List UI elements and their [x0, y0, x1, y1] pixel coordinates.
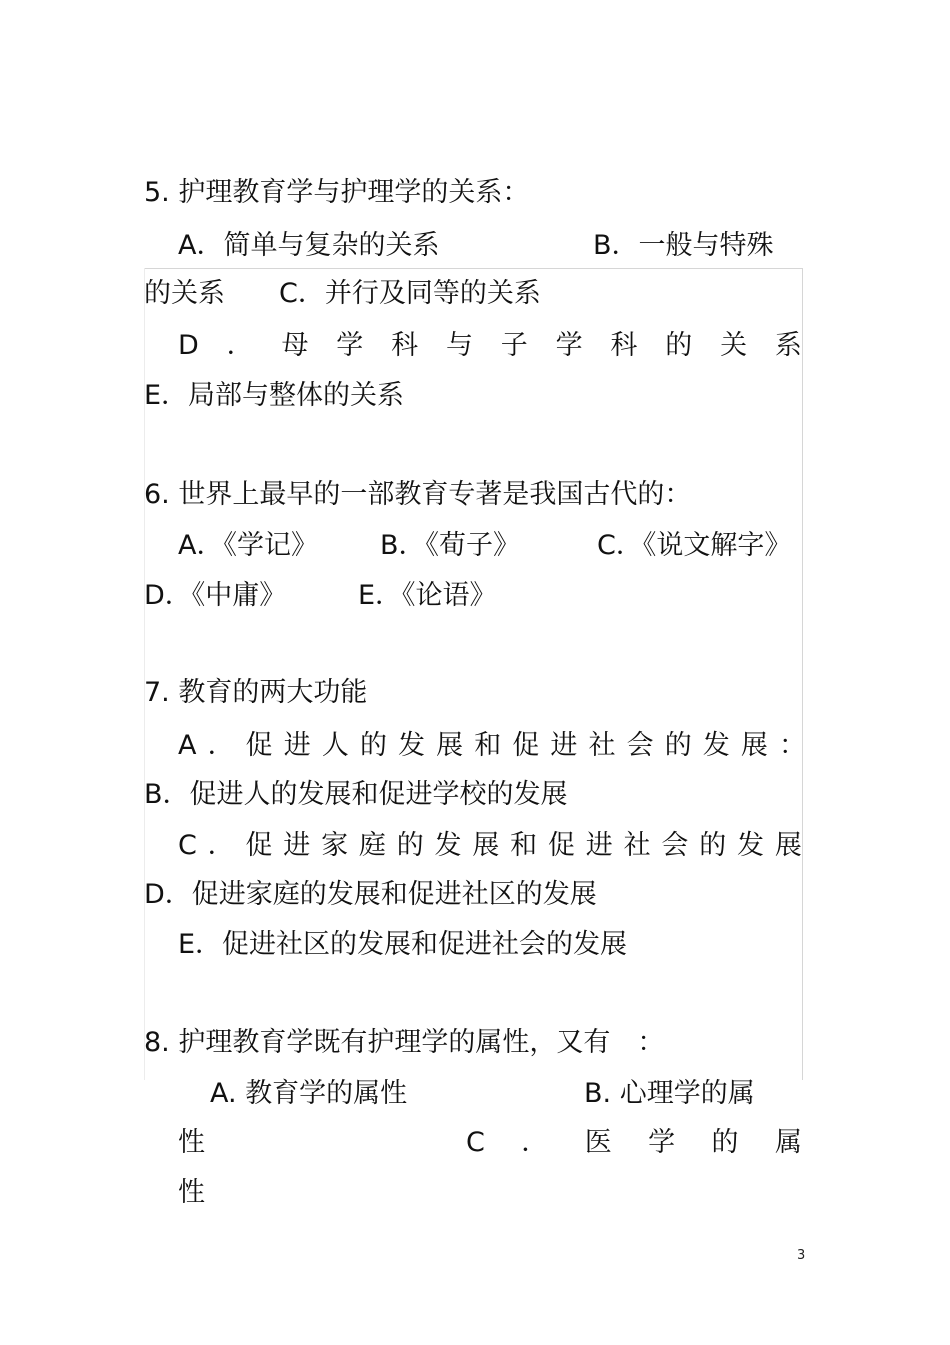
question-7-option-b: B．促进人的发展和促进学校的发展: [144, 779, 568, 810]
question-7-option-d: D．促进家庭的发展和促进社区的发展: [144, 879, 597, 910]
page-number: 3: [797, 1248, 806, 1263]
char: ．: [521, 1127, 549, 1158]
char: 进: [550, 730, 578, 761]
question-5-option-b: B．一般与特殊: [593, 230, 774, 261]
char: 社: [623, 830, 651, 861]
char: ．: [226, 330, 254, 361]
char: C: [466, 1127, 485, 1158]
char: 属: [774, 1127, 802, 1158]
char: 展: [774, 830, 802, 861]
char: 展: [472, 830, 500, 861]
question-8-option-a: A. 教育学的属性: [210, 1078, 408, 1109]
char: 发: [702, 730, 730, 761]
char: 的: [664, 730, 692, 761]
char: 学: [336, 330, 364, 361]
char: 会: [626, 730, 654, 761]
char: 的: [359, 730, 387, 761]
char: 促: [512, 730, 540, 761]
char: 进: [283, 830, 311, 861]
question-7-stem: 7. 教育的两大功能: [144, 677, 368, 708]
char: 人: [321, 730, 349, 761]
char: 的: [711, 1127, 739, 1158]
question-8-line-3: 性: [178, 1177, 205, 1208]
frame-top-line: [144, 268, 803, 269]
char: ：: [778, 730, 806, 761]
frame-right-line: [802, 268, 803, 1080]
question-8-option-c: [466, 1126, 802, 1160]
char: 促: [547, 830, 575, 861]
char: 系: [774, 330, 802, 361]
char: 的: [665, 330, 693, 361]
char: ．: [207, 730, 235, 761]
char: D: [178, 330, 199, 361]
char: 科: [391, 330, 419, 361]
char: 的: [699, 830, 727, 861]
question-6-stem: 6. 世界上最早的一部教育专著是我国古代的：: [144, 479, 692, 510]
question-7-option-c: [178, 829, 802, 863]
char: 促: [245, 730, 273, 761]
question-6-option-d: D．《中庸》: [144, 580, 287, 611]
question-6-option-e: E．《论语》: [358, 580, 497, 611]
char: 展: [740, 730, 768, 761]
char: 展: [436, 730, 464, 761]
char: 与: [445, 330, 473, 361]
char: 会: [661, 830, 689, 861]
char: 发: [434, 830, 462, 861]
question-5-option-a: A．简单与复杂的关系: [178, 230, 440, 261]
char: 科: [610, 330, 638, 361]
question-7-option-a: [178, 729, 806, 763]
char: 进: [283, 730, 311, 761]
question-5-line-2: 的关系 C．并行及同等的关系: [144, 278, 541, 309]
question-6-option-b: B．《荀子》: [380, 530, 521, 561]
question-8-option-b: B. 心理学的属: [584, 1078, 755, 1109]
char: 和: [510, 830, 538, 861]
char: 进: [585, 830, 613, 861]
char: 子: [500, 330, 528, 361]
char: 家: [321, 830, 349, 861]
question-6-option-c: C．《说文解字》: [597, 530, 792, 561]
char: A: [178, 730, 197, 761]
char: 医: [584, 1127, 612, 1158]
question-6-option-a: A．《学记》: [178, 530, 318, 561]
char: 学: [555, 330, 583, 361]
question-7-option-e: E．促进社区的发展和促进社会的发展: [178, 929, 628, 960]
char: 和: [474, 730, 502, 761]
char: 学: [648, 1127, 676, 1158]
char: 促: [245, 830, 273, 861]
char: 社: [588, 730, 616, 761]
question-5-option-e: E．局部与整体的关系: [144, 380, 405, 411]
char: ．: [207, 830, 235, 861]
char: 发: [737, 830, 765, 861]
question-5-option-d: [178, 329, 802, 363]
char: 母: [281, 330, 309, 361]
char: 庭: [358, 830, 386, 861]
char: C: [178, 830, 197, 861]
char: 的: [396, 830, 424, 861]
char: 关: [720, 330, 748, 361]
question-8-stem: 8. 护理教育学既有护理学的属性，又有 ：: [144, 1027, 665, 1058]
question-8-line-2-left: 性: [178, 1127, 205, 1158]
char: 发: [398, 730, 426, 761]
question-5-stem: 5. 护理教育学与护理学的关系：: [144, 177, 530, 208]
